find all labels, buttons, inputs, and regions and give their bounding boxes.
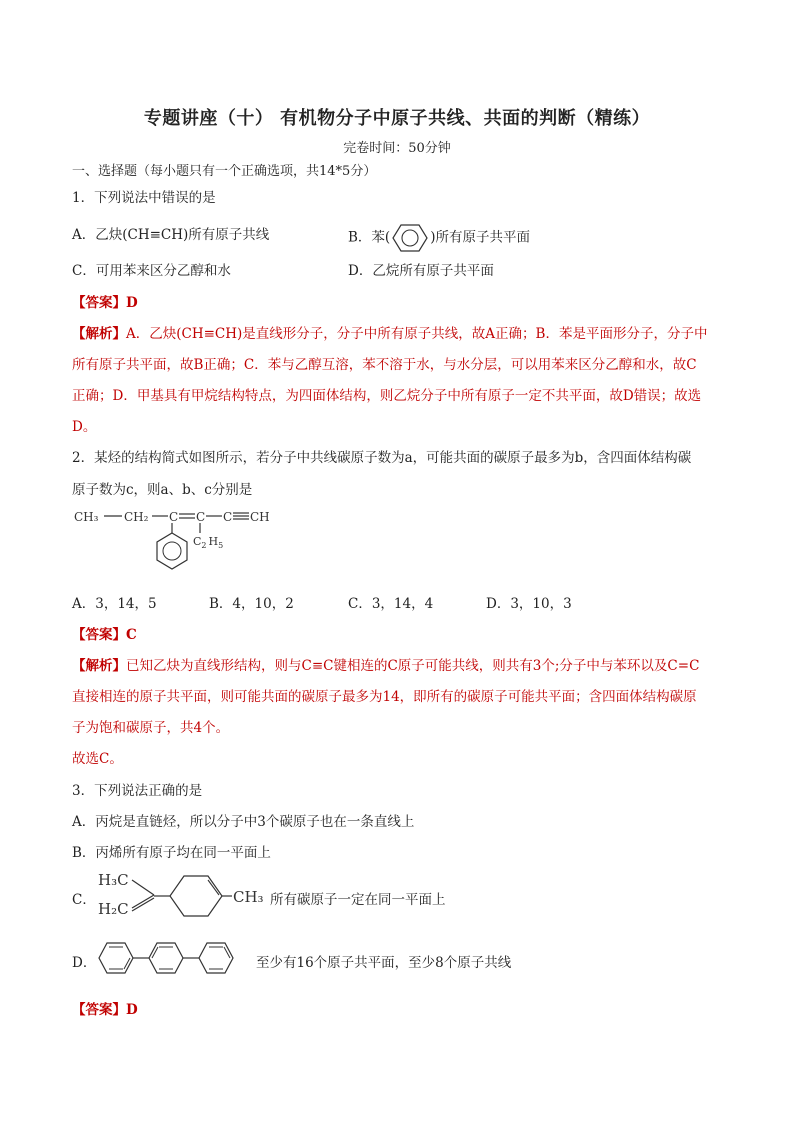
q1-option-b-post: )所有原子共平面 (430, 229, 530, 246)
q2-answer: 【答案】C (72, 627, 137, 643)
ch-label: CH (250, 510, 270, 524)
q2-structure-diagram (72, 505, 292, 585)
q2-stem-line-1: 2．某烃的结构简式如图所示，若分子中共线碳原子数为a，可能共面的碳原子最多为b，含四面体结构碳 (72, 450, 692, 466)
section-heading: 一、选择题（每小题只有一个正确选项，共14*5分） (72, 164, 377, 179)
q2-analysis-line-2: 直接相连的原子共平面，则可能共面的碳原子最多为14，即所有的碳原子可能共平面；含四面体结构碳原 (72, 689, 697, 705)
ch3-right-label: CH₃ (233, 888, 264, 906)
c2-label: C (196, 510, 206, 524)
q2-analysis-text-1: 已知乙炔为直线形结构，则与C≡C键相连的C原子可能共线，则共有3个;分子中与苯环以及C=C (126, 658, 700, 674)
q3-option-c-structure (98, 866, 268, 926)
q1-analysis-line-4: D。 (72, 419, 97, 435)
c1-label: C (169, 510, 179, 524)
h3c-label: H₃C (98, 871, 129, 889)
q1-analysis-label: 【解析】 (72, 326, 126, 342)
q3-option-d-text: 至少有16个原子共平面，至少8个原子共线 (256, 955, 512, 971)
q1-option-b (348, 223, 530, 253)
q1-analysis-line-3: 正确；D．甲基具有甲烷结构特点，为四面体结构，则乙烷分子中所有原子一定不共平面，故D错误；故选 (72, 388, 702, 404)
exam-time: 完卷时间：50分钟 (343, 141, 451, 156)
q2-option-d: D．3，10，3 (486, 596, 572, 612)
q2-analysis-label: 【解析】 (72, 658, 126, 674)
ch3-label: CH₃ (74, 510, 99, 524)
q3-answer: 【答案】D (72, 1002, 138, 1018)
q2-option-a: A．3，14，5 (72, 596, 157, 612)
q3-option-b: B．丙烯所有原子均在同一平面上 (72, 845, 271, 861)
q1-answer: 【答案】D (72, 295, 138, 311)
q2-analysis-line-3: 子为饱和碳原子，共4个。 (72, 720, 230, 736)
q1-analysis-line-1 (72, 322, 707, 342)
q1-option-a: A．乙炔(CH≡CH)所有原子共线 (72, 227, 270, 243)
q3-option-d-label: D． (72, 955, 97, 971)
q3-option-a: A．丙烷是直链烃，所以分子中3个碳原子也在一条直线上 (72, 814, 415, 830)
q2-analysis-line-1 (72, 654, 699, 674)
q2-stem-line-2: 原子数为c，则a、b、c分别是 (72, 482, 253, 498)
q3-option-c-text: 所有碳原子一定在同一平面上 (270, 892, 446, 908)
benzene-ring-icon (392, 223, 428, 253)
q1-option-b-pre: B．苯( (348, 229, 391, 246)
c3-label: C (223, 510, 233, 524)
h2c-label: H₂C (98, 900, 129, 918)
q1-analysis-line-2: 所有原子共平面，故B正确；C．苯与乙醇互溶，苯不溶于水，与水分层，可以用苯来区分乙醇和水，故C (72, 357, 697, 373)
q3-option-c-label: C． (72, 892, 96, 908)
q1-option-c: C．可用苯来区分乙醇和水 (72, 263, 231, 279)
q2-option-b: B．4，10，2 (209, 596, 294, 612)
c2h5-label: $C_2$ $H_5$ (193, 535, 224, 550)
q1-analysis-text-1: A．乙炔(CH≡CH)是直线形分子，分子中所有原子共线，故A正确；B．苯是平面形分子，分子中 (126, 326, 708, 342)
q2-analysis-line-4: 故选C。 (72, 751, 123, 767)
q3-option-d-terphenyl (95, 938, 255, 978)
page-title: 专题讲座（十） 有机物分子中原子共线、共面的判断（精练） (143, 108, 651, 129)
q2-option-c: C．3，14，4 (348, 596, 434, 612)
q1-stem: 1．下列说法中错误的是 (72, 190, 216, 206)
q1-option-d: D．乙烷所有原子共平面 (348, 263, 494, 279)
q3-stem: 3．下列说法正确的是 (72, 783, 203, 799)
ch2-label: CH₂ (124, 510, 149, 524)
